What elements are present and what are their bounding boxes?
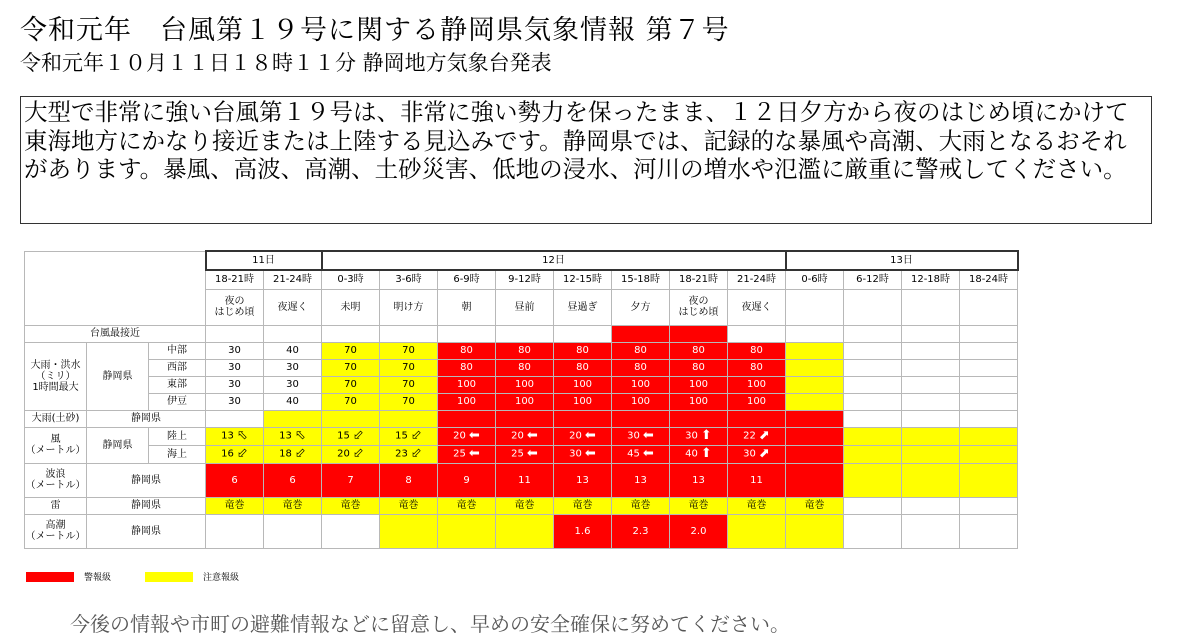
- waves-value: 6: [264, 463, 322, 497]
- thunder-value: 竜巻: [380, 497, 438, 514]
- wind-value: [960, 427, 1018, 445]
- wind-direction-arrow-icon: ⬆: [700, 428, 712, 444]
- thunder-row: [25, 497, 1018, 514]
- day-header: 11日: [206, 251, 322, 270]
- thunder-value: 竜巻: [728, 497, 786, 514]
- landslide-cell: [206, 410, 264, 427]
- thunder-value: 竜巻: [612, 497, 670, 514]
- forecast-table-wrapper: [24, 250, 1019, 549]
- slot-name: 昼過ぎ: [554, 289, 612, 325]
- rain-value: 80: [612, 342, 670, 359]
- waves-value: 13: [612, 463, 670, 497]
- wind-speed: 15: [395, 430, 408, 442]
- wind-pref: 静岡県: [87, 427, 149, 463]
- rain-value: 80: [670, 359, 728, 376]
- thunder-value: 竜巻: [786, 497, 844, 514]
- waves-value: 7: [322, 463, 380, 497]
- wind-value: [554, 445, 612, 463]
- wind-value: [728, 445, 786, 463]
- wind-speed: 25: [453, 448, 466, 460]
- rain-value: 80: [438, 359, 496, 376]
- typhoon-cell: [902, 325, 960, 342]
- wind-speed: 25: [511, 448, 524, 460]
- wind-direction-arrow-icon: ⬃: [352, 428, 364, 444]
- thunder-value: 竜巻: [496, 497, 554, 514]
- wind-value: [438, 427, 496, 445]
- storm-surge-value: [438, 514, 496, 548]
- typhoon-cell: [380, 325, 438, 342]
- legend-warning-swatch: [26, 572, 74, 582]
- slot-time: 15-18時: [612, 270, 670, 289]
- wind-direction-arrow-icon: ⬆: [700, 446, 712, 462]
- wind-speed: 30: [627, 430, 640, 442]
- rain-area: 中部: [149, 342, 206, 359]
- slot-time: 18-21時: [670, 270, 728, 289]
- rain-area: 伊豆: [149, 393, 206, 410]
- rain-value: 80: [554, 359, 612, 376]
- day-header: 13日: [786, 251, 1018, 270]
- rain-value: 100: [728, 393, 786, 410]
- rain-value: 30: [264, 376, 322, 393]
- rain-value: 100: [496, 376, 554, 393]
- wind-speed: 23: [395, 448, 408, 460]
- slot-time: 6-9時: [438, 270, 496, 289]
- landslide-cell: [554, 410, 612, 427]
- landslide-cell: [322, 410, 380, 427]
- wind-direction-arrow-icon: ⬅: [642, 446, 654, 462]
- wind-label: 風 （メートル）: [25, 427, 87, 463]
- typhoon-cell: [206, 325, 264, 342]
- landslide-pref: 静岡県: [87, 410, 206, 427]
- day-header-row: [25, 251, 1018, 270]
- wind-direction-arrow-icon: ⬅: [526, 428, 538, 444]
- storm-surge-value: [960, 514, 1018, 548]
- slot-name: 朝: [438, 289, 496, 325]
- page-title: 令和元年 台風第１９号に関する静岡県気象情報 第７号: [20, 15, 730, 46]
- rain-value: [786, 376, 844, 393]
- landslide-cell: [438, 410, 496, 427]
- wind-value: [728, 427, 786, 445]
- corner-cell: [25, 251, 206, 325]
- rain-row: [25, 393, 1018, 410]
- thunder-pref: 静岡県: [87, 497, 206, 514]
- typhoon-cell: [612, 325, 670, 342]
- wind-value: [786, 427, 844, 445]
- slot-time: 12-18時: [902, 270, 960, 289]
- rain-value: [786, 393, 844, 410]
- storm-surge-value: [496, 514, 554, 548]
- typhoon-cell: [264, 325, 322, 342]
- storm-surge-row: [25, 514, 1018, 548]
- rain-value: 100: [554, 393, 612, 410]
- storm-surge-value: [786, 514, 844, 548]
- rain-value: 80: [438, 342, 496, 359]
- wind-value: [902, 445, 960, 463]
- storm-surge-value: 1.6: [554, 514, 612, 548]
- wind-speed: 18: [279, 448, 292, 460]
- typhoon-cell: [322, 325, 380, 342]
- landslide-cell: [380, 410, 438, 427]
- typhoon-cell: [728, 325, 786, 342]
- wind-value: [612, 445, 670, 463]
- rain-area: 東部: [149, 376, 206, 393]
- storm-surge-value: 2.0: [670, 514, 728, 548]
- rain-value: 100: [612, 376, 670, 393]
- wind-value: [844, 427, 902, 445]
- rain-value: [844, 342, 902, 359]
- rain-value: 80: [728, 359, 786, 376]
- slot-name: 夜の はじめ頃: [206, 289, 264, 325]
- storm-surge-value: [206, 514, 264, 548]
- slot-time: 3-6時: [380, 270, 438, 289]
- thunder-value: 竜巻: [554, 497, 612, 514]
- wind-speed: 20: [511, 430, 524, 442]
- waves-value: 6: [206, 463, 264, 497]
- slot-name: 夜遅く: [728, 289, 786, 325]
- wind-value: [264, 427, 322, 445]
- rain-value: 80: [728, 342, 786, 359]
- waves-value: [844, 463, 902, 497]
- slot-time: 6-12時: [844, 270, 902, 289]
- typhoon-cell: [670, 325, 728, 342]
- wind-value: [554, 427, 612, 445]
- wind-value: [612, 427, 670, 445]
- landslide-cell: [496, 410, 554, 427]
- typhoon-cell: [960, 325, 1018, 342]
- wind-direction-arrow-icon: ⬅: [584, 446, 596, 462]
- typhoon-cell: [496, 325, 554, 342]
- rain-value: [902, 376, 960, 393]
- wind-direction-arrow-icon: ⬁: [294, 428, 306, 444]
- wind-value: [380, 445, 438, 463]
- rain-value: 80: [612, 359, 670, 376]
- rain-value: 70: [380, 393, 438, 410]
- slot-name: [844, 289, 902, 325]
- wind-speed: 30: [685, 430, 698, 442]
- thunder-value: [844, 497, 902, 514]
- wind-value: [844, 445, 902, 463]
- thunder-value: 竜巻: [322, 497, 380, 514]
- wind-direction-arrow-icon: ⬅: [642, 428, 654, 444]
- slot-name: 未明: [322, 289, 380, 325]
- wind-direction-arrow-icon: ⬅: [526, 446, 538, 462]
- rain-value: [902, 393, 960, 410]
- rain-value: [844, 376, 902, 393]
- waves-value: 11: [728, 463, 786, 497]
- rain-row: [25, 359, 1018, 376]
- wind-value: [960, 445, 1018, 463]
- typhoon-closest-label: 台風最接近: [25, 325, 206, 342]
- waves-row: [25, 463, 1018, 497]
- wind-direction-arrow-icon: ⬃: [294, 446, 306, 462]
- legend-advisory-label: 注意報級: [203, 573, 240, 583]
- storm-surge-value: [728, 514, 786, 548]
- rain-value: 30: [206, 342, 264, 359]
- slot-time: 18-24時: [960, 270, 1018, 289]
- rain-value: [960, 342, 1018, 359]
- wind-value: [438, 445, 496, 463]
- wind-speed: 30: [569, 448, 582, 460]
- storm-surge-value: [844, 514, 902, 548]
- wind-speed: 15: [337, 430, 350, 442]
- slot-name: 昼前: [496, 289, 554, 325]
- slot-time: 0-6時: [786, 270, 844, 289]
- wind-value: [786, 445, 844, 463]
- landslide-cell: [670, 410, 728, 427]
- slot-time: 0-3時: [322, 270, 380, 289]
- landslide-cell: [960, 410, 1018, 427]
- rain-value: 80: [554, 342, 612, 359]
- landslide-cell: [728, 410, 786, 427]
- landslide-cell: [264, 410, 322, 427]
- rain-value: [960, 393, 1018, 410]
- wind-value: [670, 445, 728, 463]
- wind-speed: 22: [743, 430, 756, 442]
- rain-value: 70: [380, 342, 438, 359]
- wind-value: [206, 445, 264, 463]
- wind-speed: 16: [221, 448, 234, 460]
- wind-direction-arrow-icon: ⬁: [236, 428, 248, 444]
- rain-value: 70: [380, 376, 438, 393]
- waves-value: 13: [670, 463, 728, 497]
- slot-name: 明け方: [380, 289, 438, 325]
- typhoon-cell: [786, 325, 844, 342]
- slot-time: 9-12時: [496, 270, 554, 289]
- landslide-cell: [844, 410, 902, 427]
- rain-row: [25, 376, 1018, 393]
- waves-value: [902, 463, 960, 497]
- typhoon-cell: [844, 325, 902, 342]
- landslide-cell: [612, 410, 670, 427]
- rain-value: 100: [438, 376, 496, 393]
- waves-value: 9: [438, 463, 496, 497]
- waves-value: 8: [380, 463, 438, 497]
- typhoon-cell: [554, 325, 612, 342]
- storm-surge-value: [902, 514, 960, 548]
- rain-value: 100: [670, 376, 728, 393]
- rain-value: 30: [206, 393, 264, 410]
- waves-value: 11: [496, 463, 554, 497]
- wind-speed: 20: [453, 430, 466, 442]
- wind-value: [902, 427, 960, 445]
- rain-value: 100: [670, 393, 728, 410]
- rain-row: [25, 342, 1018, 359]
- rain-value: 70: [322, 393, 380, 410]
- wind-speed: 45: [627, 448, 640, 460]
- landslide-label: 大雨(土砂): [25, 410, 87, 427]
- summary-box: 大型で非常に強い台風第１９号は、非常に強い勢力を保ったまま、１２日夕方から夜のはじめ頃にかけて東海地方にかなり接近または上陸する見込みです。静岡県では、記録的な暴風や高潮、大雨となるおそれがあります。暴風、高波、高潮、土砂災害、低地の浸水、河川の増水や氾濫に厳重に警戒してください。: [20, 96, 1152, 224]
- slot-name: 夜の はじめ頃: [670, 289, 728, 325]
- rain-value: 80: [496, 359, 554, 376]
- slot-name: [960, 289, 1018, 325]
- rain-value: 40: [264, 342, 322, 359]
- storm-surge-label: 高潮 （メートル）: [25, 514, 87, 548]
- slot-name: [902, 289, 960, 325]
- storm-surge-value: [264, 514, 322, 548]
- storm-surge-value: [322, 514, 380, 548]
- wind-direction-arrow-icon: ⬃: [410, 446, 422, 462]
- waves-value: 13: [554, 463, 612, 497]
- wind-row: [25, 445, 1018, 463]
- wind-direction-arrow-icon: ⬈: [758, 428, 770, 444]
- wind-speed: 40: [685, 448, 698, 460]
- rain-value: 100: [728, 376, 786, 393]
- wind-row: [25, 427, 1018, 445]
- landslide-cell: [902, 410, 960, 427]
- storm-surge-value: 2.3: [612, 514, 670, 548]
- wind-direction-arrow-icon: ⬈: [758, 446, 770, 462]
- wind-speed: 13: [221, 430, 234, 442]
- day-header: 12日: [322, 251, 786, 270]
- legend-warning-label: 警報級: [84, 573, 112, 583]
- wind-direction-arrow-icon: ⬅: [468, 428, 480, 444]
- rain-value: 80: [670, 342, 728, 359]
- slot-time: 21-24時: [728, 270, 786, 289]
- rain-value: 30: [206, 376, 264, 393]
- cutoff-text: 今後の情報や市町の避難情報などに留意し、早めの安全確保に努めてください。: [30, 612, 790, 636]
- waves-value: [786, 463, 844, 497]
- wind-value: [264, 445, 322, 463]
- thunder-value: [960, 497, 1018, 514]
- slot-name: 夕方: [612, 289, 670, 325]
- thunder-value: [902, 497, 960, 514]
- wind-speed: 13: [279, 430, 292, 442]
- slot-time: 18-21時: [206, 270, 264, 289]
- wind-direction-arrow-icon: ⬃: [236, 446, 248, 462]
- wind-value: [322, 427, 380, 445]
- wind-value: [322, 445, 380, 463]
- wind-speed: 20: [569, 430, 582, 442]
- thunder-value: 竜巻: [438, 497, 496, 514]
- wind-speed: 20: [337, 448, 350, 460]
- waves-pref: 静岡県: [87, 463, 206, 497]
- wind-direction-arrow-icon: ⬃: [410, 428, 422, 444]
- rain-value: 40: [264, 393, 322, 410]
- rain-value: [844, 359, 902, 376]
- wind-direction-arrow-icon: ⬅: [584, 428, 596, 444]
- issued-line: 令和元年１０月１１日１８時１１分 静岡地方気象台発表: [20, 51, 552, 75]
- landslide-row: [25, 410, 1018, 427]
- thunder-label: 雷: [25, 497, 87, 514]
- rain-value: 70: [322, 359, 380, 376]
- thunder-value: 竜巻: [206, 497, 264, 514]
- rain-value: 100: [496, 393, 554, 410]
- slot-name: 夜遅く: [264, 289, 322, 325]
- rain-value: [960, 376, 1018, 393]
- rain-value: [902, 342, 960, 359]
- wind-area: 陸上: [149, 427, 206, 445]
- rain-value: 30: [206, 359, 264, 376]
- wind-value: [380, 427, 438, 445]
- wind-direction-arrow-icon: ⬃: [352, 446, 364, 462]
- wind-value: [496, 427, 554, 445]
- forecast-table: [24, 250, 1019, 549]
- rain-value: [786, 342, 844, 359]
- rain-value: [844, 393, 902, 410]
- rain-value: [960, 359, 1018, 376]
- rain-value: 30: [264, 359, 322, 376]
- wind-direction-arrow-icon: ⬅: [468, 446, 480, 462]
- wind-area: 海上: [149, 445, 206, 463]
- rain-value: 100: [554, 376, 612, 393]
- rain-label: 大雨・洪水 （ミリ） 1時間最大: [25, 342, 87, 410]
- storm-surge-pref: 静岡県: [87, 514, 206, 548]
- wind-value: [206, 427, 264, 445]
- rain-value: [902, 359, 960, 376]
- legend-advisory-swatch: [145, 572, 193, 582]
- wind-value: [670, 427, 728, 445]
- slot-time: 21-24時: [264, 270, 322, 289]
- rain-area: 西部: [149, 359, 206, 376]
- thunder-value: 竜巻: [670, 497, 728, 514]
- typhoon-cell: [438, 325, 496, 342]
- waves-label: 波浪 （メートル）: [25, 463, 87, 497]
- wind-speed: 30: [743, 448, 756, 460]
- slot-time: 12-15時: [554, 270, 612, 289]
- rain-value: 70: [322, 376, 380, 393]
- landslide-cell: [786, 410, 844, 427]
- wind-value: [496, 445, 554, 463]
- thunder-value: 竜巻: [264, 497, 322, 514]
- legend: [26, 570, 273, 583]
- waves-value: [960, 463, 1018, 497]
- rain-value: 100: [612, 393, 670, 410]
- slot-name: [786, 289, 844, 325]
- rain-value: 100: [438, 393, 496, 410]
- rain-value: 70: [322, 342, 380, 359]
- storm-surge-value: [380, 514, 438, 548]
- rain-value: [786, 359, 844, 376]
- rain-value: 70: [380, 359, 438, 376]
- rain-pref: 静岡県: [87, 342, 149, 410]
- typhoon-closest-row: [25, 325, 1018, 342]
- rain-value: 80: [496, 342, 554, 359]
